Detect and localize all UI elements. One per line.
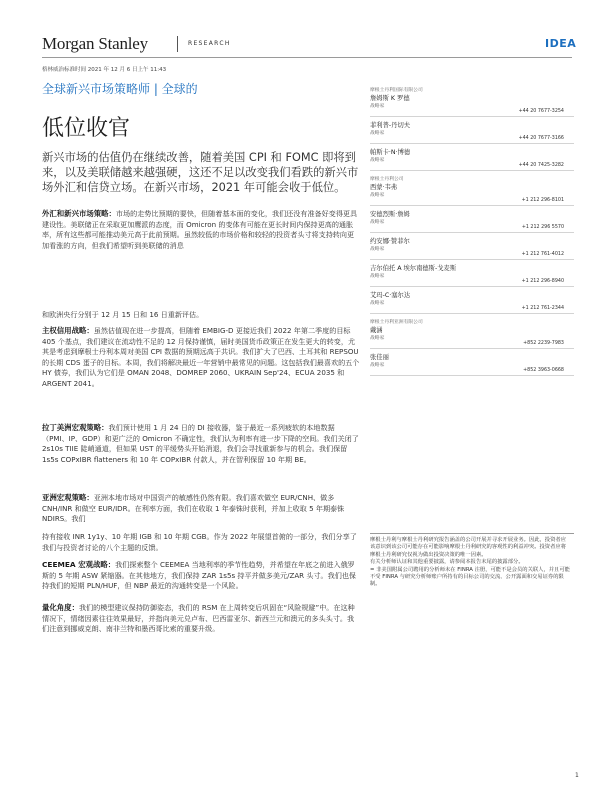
analyst-role: 战略家 bbox=[370, 104, 385, 109]
latam-macro-paragraph bbox=[42, 423, 360, 465]
analyst-entry bbox=[370, 147, 574, 171]
sovereign-credit-paragraph bbox=[42, 326, 360, 390]
analyst-entry bbox=[370, 236, 574, 260]
header-rule bbox=[42, 57, 572, 58]
firm-name: 摩根士丹利公司 bbox=[370, 177, 404, 182]
report-title: 低位收官 bbox=[42, 116, 131, 141]
paragraph-label: CEEMEA 宏观战略： bbox=[42, 560, 116, 569]
paragraph-label: 量化角度： bbox=[42, 603, 79, 612]
analyst-role: 战略家 bbox=[370, 131, 385, 136]
analyst-name: 安德烈斯·詹姆 bbox=[370, 211, 410, 218]
analyst-role: 战略家 bbox=[370, 363, 385, 368]
separator bbox=[370, 116, 574, 117]
paragraph-text: 我们的模型建议保持防御姿态，我们的 RSM 在上周转变后巩固在“风险规避”中。在这种情况下，情绪因素往往效果最好，并指向美元兑卢布、巴西雷亚尔、新西兰元和澳元的多头头寸。我们注意到挪威克朗、南非兰特和墨西哥比索的重要升级。 bbox=[42, 603, 355, 634]
separator bbox=[370, 143, 574, 144]
analyst-entry bbox=[370, 352, 574, 376]
analyst-name: 西蒙·韦弗 bbox=[370, 184, 398, 191]
page-number: 1 bbox=[575, 772, 579, 779]
analyst-entry bbox=[370, 290, 574, 314]
fx-strategy-paragraph bbox=[42, 209, 360, 251]
separator bbox=[370, 348, 574, 349]
analyst-phone: +44 20 7425-3282 bbox=[518, 163, 564, 168]
separator bbox=[370, 232, 574, 233]
paragraph-label: 亚洲宏观策略： bbox=[42, 493, 94, 502]
research-label: RESEARCH bbox=[188, 40, 231, 47]
analyst-entry bbox=[370, 120, 574, 144]
logo-divider bbox=[177, 36, 178, 52]
analyst-phone: +852 3963-0668 bbox=[523, 368, 564, 373]
firm-name: 摩根士丹利国际有限公司 bbox=[370, 88, 423, 93]
analyst-name: 张佳丽 bbox=[370, 354, 389, 361]
report-series: 全球新兴市场策略师 | 全球的 bbox=[42, 82, 198, 96]
asia-macro-continued bbox=[42, 532, 360, 553]
paragraph-text: 我们探索整个 CEEMEA 当地利率的季节性趋势，并希望在年底之前进入俄罗斯的 5 年期 ASW 紧缩器。在其他地方，我们保持 ZAR 1s5s 持平并做多美元/ZAR 头寸。我们也保持我们的短期 PLN/HUF，但 NBP 最近的沟通转变是一个风险。 bbox=[42, 560, 357, 591]
timestamp: 格林威治标准时间 2021 年 12 月 6 日上午 11:43 bbox=[42, 67, 167, 73]
separator bbox=[370, 205, 574, 206]
analyst-phone: +1 212 296-8101 bbox=[521, 198, 564, 203]
analyst-role: 战略家 bbox=[370, 247, 385, 252]
separator bbox=[370, 286, 574, 287]
analyst-phone: +44 20 7677-3166 bbox=[518, 136, 564, 141]
idea-badge: IDEA bbox=[545, 37, 577, 50]
analyst-entry bbox=[370, 209, 574, 233]
paragraph-text: 市场的走势比预期的要快，但随着基本面的变化，我们还没有准备好变得更具建设性。美联储正在采取更加鹰派的态度，而 Omicron 的变体有可能在更长时间内保持更高的通胀率，所有这些都可能推动美元高于此前预期。虽然较低的市场价格和较轻的投资者头寸将支持转向更加看涨的方向，但我们希望听到美联储的消息 bbox=[42, 209, 358, 250]
separator bbox=[370, 170, 574, 171]
analyst-phone: +44 20 7677-3254 bbox=[518, 109, 564, 114]
analyst-name: 詹姆斯 K 罗德 bbox=[370, 95, 410, 102]
analyst-name: 约安娜·赞菲尔 bbox=[370, 238, 410, 245]
analyst-role: 战略家 bbox=[370, 301, 385, 306]
analyst-name: 菲利普-丹切夫 bbox=[370, 122, 411, 129]
analyst-name: 戴涵 bbox=[370, 327, 383, 334]
analyst-role: 战略家 bbox=[370, 336, 385, 341]
quant-angle-paragraph bbox=[42, 603, 360, 635]
ceemea-macro-paragraph bbox=[42, 560, 360, 592]
paragraph-label: 主权信用战略： bbox=[42, 326, 94, 335]
paragraph-text: 和欧洲央行分别于 12 月 15 日和 16 日重新评估。 bbox=[42, 310, 204, 319]
paragraph-label: 拉丁美洲宏观策略： bbox=[42, 423, 109, 432]
analyst-phone: +1 212 296 5570 bbox=[521, 225, 564, 230]
firm-name: 摩根士丹利亚洲有限公司 bbox=[370, 320, 423, 325]
separator bbox=[370, 313, 574, 314]
paragraph-text: 我们预计使用 1 月 24 日的 DI 接收器，鉴于最近一系列疲软的本地数据（PMI、IP、GDP）和更广泛的 Omicron 不确定性，我们认为利率有进一步下降的空间。我们关闭了 2s10s TIIE 陡峭通道，但如果 UST 的平缓势头开始消退，我们会寻找重新参与的机会。我们保留 1s5s COPxIBR flatteners 和 10 年 COPxIBR 付款人，并在智利保留 10 年期 BE。 bbox=[42, 423, 359, 464]
fx-strategy-continued bbox=[42, 310, 360, 321]
lead-paragraph: 新兴市场的估值仍在继续改善，随着美国 CPI 和 FOMC 即将到来，以及美联储越来越强硬，这还不足以改变我们看跌的新兴市场外汇和信贷立场。在新兴市场，2021 年可能会收于低位。 bbox=[42, 151, 359, 194]
morgan-stanley-logo: Morgan Stanley bbox=[42, 34, 148, 53]
disclaimer-rule bbox=[370, 533, 574, 534]
analyst-entry bbox=[370, 263, 574, 287]
analyst-phone: +1 212 761-4012 bbox=[521, 252, 564, 257]
analyst-contacts bbox=[370, 82, 574, 379]
paragraph-text: 亚洲本地市场对中国资产的敏感性仍然有限。我们喜欢做空 EUR/CNH、做多 CNH/INR 和做空 EUR/IDR。在利率方面，我们在收取 1 年泰铢时获利，并加上收取 5 年期泰铢 NDIRS。我们 bbox=[42, 493, 345, 524]
analyst-role: 战略家 bbox=[370, 274, 385, 279]
disclaimer-text: 摩根士丹利与摩根士丹利研究报告涵盖的公司开展并寻求开展业务。因此，投资者应该意识到该公司可能存在可能影响摩根士丹利研究的客观性的利益冲突。投资者应将摩根士丹利研究仅视为做出投资决策的唯一因素。 有关分析师认证和其他重要披露，请参阅本报告末尾的披露部分。 = 非美国附属公司聘用的分析师未在 FINRA 注册，可能不是会员的关联人，并且可能不受 FINRA 与研究分析师账户所持有的目标公司的交流、公开露面和交易证券的限制。 bbox=[370, 537, 570, 588]
analyst-phone: +1 212 761-2344 bbox=[521, 306, 564, 311]
analyst-entry bbox=[370, 182, 574, 206]
analyst-name: 艾玛-C·塞尔达 bbox=[370, 292, 411, 299]
analyst-name: 帕斯卡·N·博德 bbox=[370, 149, 411, 156]
analyst-phone: +852 2239-7983 bbox=[523, 341, 564, 346]
paragraph-label: 外汇和新兴市场策略： bbox=[42, 209, 116, 218]
analyst-role: 战略家 bbox=[370, 158, 385, 163]
analyst-role: 战略家 bbox=[370, 193, 385, 198]
analyst-role: 战略家 bbox=[370, 220, 385, 225]
analyst-entry bbox=[370, 325, 574, 349]
asia-macro-paragraph bbox=[42, 493, 360, 525]
analyst-phone: +1 212 296-8940 bbox=[521, 279, 564, 284]
paragraph-text: 虽然估值现在进一步提高，但随着 EMBIG-D 更接近我们 2022 年第二季度的目标 405 个基点，我们建议在流动性不足的 12 月保持谨慎，届时美国货币政策正在发生更大的转变，尤其是考虑到摩根士丹利本周对美国 CPI 数据的预期远高于共识。我们扩大了巴西、土耳其和 REPSOU 的长期 CDS 蛋子的目标。本周，我们将解决最近一年营销中最常见的问题。这包括我们最喜欢的五个 HY 债券，我们认为它们是 OMAN 2048、DOMREP 2060、UKRAIN Sep'24、ECUA 2035 和 ARGENT 2041。 bbox=[42, 326, 360, 388]
separator bbox=[370, 375, 574, 376]
analyst-name: 吉尔伯托 A 埃尔南德斯-戈麦斯 bbox=[370, 265, 457, 272]
separator bbox=[370, 259, 574, 260]
analyst-entry bbox=[370, 93, 574, 117]
paragraph-text: 持有接收 INR 1y1y、10 年期 IGB 和 10 年期 CGB。作为 2022 年展望首俯的一部分，我们分享了我们与投资者讨论的八个主题的反馈。 bbox=[42, 532, 357, 552]
